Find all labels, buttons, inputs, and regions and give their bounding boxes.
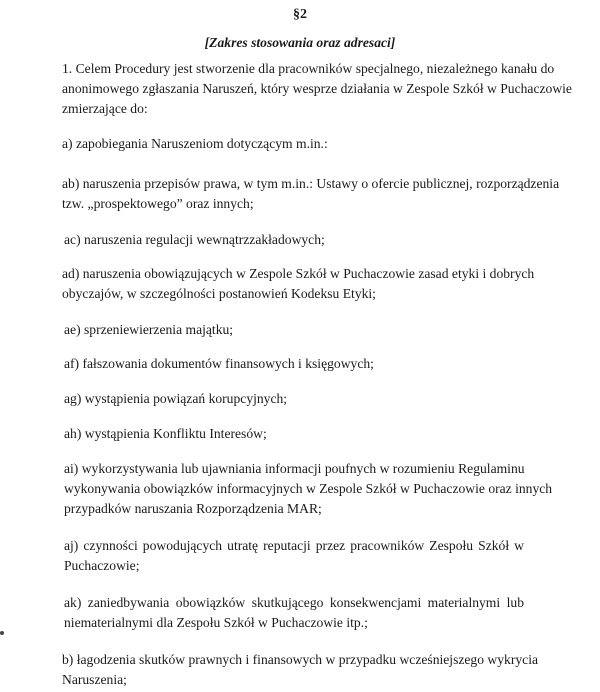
margin-dot — [0, 631, 4, 635]
list-item-af — [64, 354, 374, 374]
list-item-ae — [64, 320, 233, 340]
list-item-a — [62, 134, 328, 154]
list-item-aj-line-2: Puchaczowie; — [64, 558, 140, 573]
list-item-ak-line-1: ak) zaniedbywania obowiązków skutkującego konsekwencjami materialnymi lub — [64, 595, 524, 610]
list-item-ac — [64, 230, 325, 250]
intro-line-2: anonimowego zgłaszania Naruszeń, który wesprze działania w Zespole Szkół w Puchaczowie — [62, 81, 572, 96]
list-item-ak-line-2: niematerialnymi dla Zespołu Szkół w Puchaczowie itp.; — [64, 615, 368, 630]
list-item-a-text: a) zapobiegania Naruszeniom dotyczącym m.in.: — [62, 136, 328, 151]
list-item-ab — [62, 174, 560, 214]
list-item-ag-text: ag) wystąpienia powiązań korupcyjnych; — [64, 391, 288, 406]
list-item-ai — [64, 459, 553, 519]
list-item-ad-line-1: ad) naruszenia obowiązujących w Zespole Szkół w Puchaczowie zasad etyki i dobrych — [62, 266, 535, 281]
section-number: §2 — [293, 7, 307, 22]
list-item-ai-line-2: wykonywania obowiązków informacyjnych w Zespole Szkół w Puchaczowie oraz innych — [64, 481, 553, 496]
list-item-b-line-2: Naruszenia; — [62, 672, 127, 687]
list-item-ab-line-2: tzw. „prospektowego” oraz innych; — [62, 196, 254, 211]
list-item-ac-text: ac) naruszenia regulacji wewnątrzzakładowych; — [64, 232, 325, 247]
list-item-b — [62, 650, 539, 690]
section-title: [Zakres stosowania oraz adresaci] — [204, 35, 396, 50]
list-item-ah-text: ah) wystąpienia Konfliktu Interesów; — [64, 426, 267, 441]
list-item-af-text: af) fałszowania dokumentów finansowych i księgowych; — [64, 356, 374, 371]
list-item-ah — [64, 424, 267, 444]
list-item-ak — [64, 593, 524, 633]
list-item-b-line-1: b) łagodzenia skutków prawnych i finansowych w przypadku wcześniejszego wykrycia — [62, 652, 539, 667]
list-item-ad-line-2: obyczajów, w szczególności postanowień Kodeksu Etyki; — [62, 286, 376, 301]
list-item-aj — [64, 536, 524, 576]
list-item-ai-line-3: przypadków naruszania Rozporządzenia MAR; — [64, 501, 322, 516]
list-item-aj-line-1: aj) czynności powodujących utratę reputacji przez pracowników Zespołu Szkół w — [64, 538, 524, 553]
intro-line-3: zmierzające do: — [62, 101, 148, 116]
list-item-ad — [62, 264, 535, 304]
intro-line-1: 1. Celem Procedury jest stworzenie dla pracowników specjalnego, niezależnego kanału do — [62, 61, 555, 76]
list-item-ae-text: ae) sprzeniewierzenia majątku; — [64, 322, 234, 337]
intro-paragraph — [62, 59, 572, 119]
list-item-ai-line-1: ai) wykorzystywania lub ujawniania informacji poufnych w rozumieniu Regulaminu — [64, 461, 525, 476]
list-item-ab-line-1: ab) naruszenia przepisów prawa, w tym m.in.: Ustawy o ofercie publicznej, rozporządzenia — [62, 176, 560, 191]
list-item-ag — [64, 389, 287, 409]
